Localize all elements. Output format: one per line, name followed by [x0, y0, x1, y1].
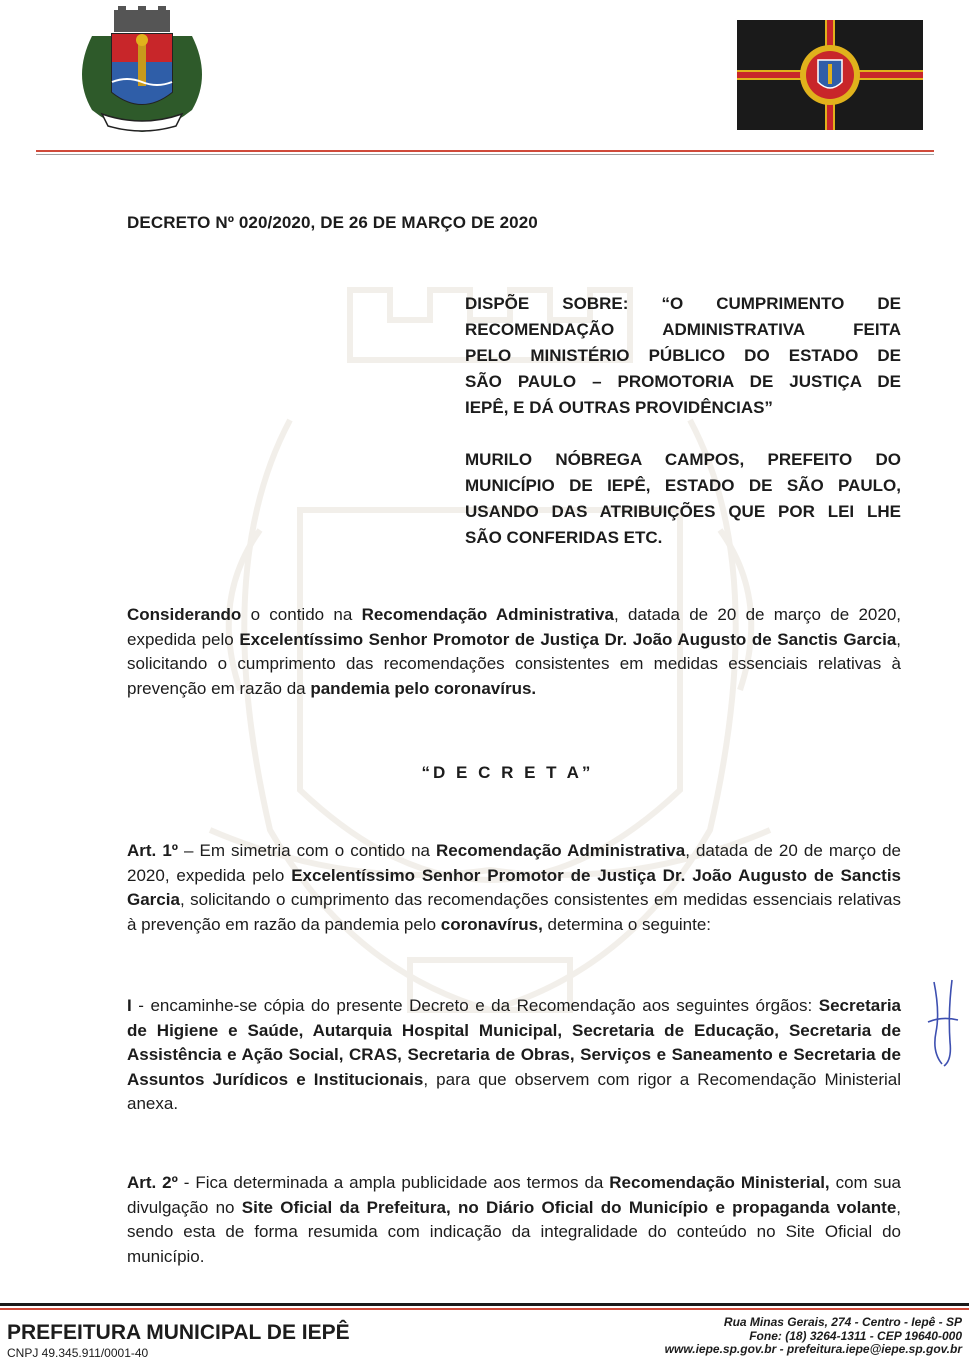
handwritten-initials-icon: [922, 972, 962, 1072]
inciso-label: I: [127, 996, 132, 1015]
emphasis: Excelentíssimo Senhor Promotor de Justiça Dr. João Augusto de Sanctis Garcia: [127, 865, 902, 909]
article-2-paragraph: [127, 1171, 901, 1269]
text-run: com sua divulgação no: [127, 1173, 901, 1217]
authority-line: USANDO DAS ATRIBUIÇÕES QUE POR LEI LHE: [465, 502, 901, 521]
header-rule-secondary: [36, 154, 934, 155]
footer-cnpj: CNPJ 49.345.911/0001-40: [7, 1346, 149, 1360]
text-run: o contido na: [241, 605, 362, 624]
ementa-line: DISPÕE SOBRE: “O CUMPRIMENTO DE: [465, 294, 901, 313]
ementa-block: [465, 291, 901, 421]
footer-institution-name: PREFEITURA MUNICIPAL DE IEPÊ: [7, 1321, 350, 1344]
municipal-flag-icon: [737, 20, 923, 130]
considerando-paragraph: [127, 603, 901, 701]
emphasis: pandemia pelo coronavírus.: [310, 678, 537, 698]
emphasis: Excelentíssimo Senhor Promotor de Justiça Dr. João Augusto de Sanctis Garcia: [239, 629, 897, 649]
authority-line: SÃO CONFERIDAS ETC.: [465, 528, 663, 547]
text-run: - encaminhe-se cópia do presente Decreto e da Recomendação aos seguintes órgãos:: [131, 996, 819, 1015]
footer-phone: Fone: (18) 3264-1311 - CEP 19640-000: [749, 1328, 962, 1343]
ementa-line: IEPÊ, E DÁ OUTRAS PROVIDÊNCIAS”: [465, 398, 773, 417]
text-run: , datada de 20 de março de 2020, expedida pelo: [127, 841, 901, 885]
header-rule: [36, 150, 934, 152]
emphasis: Recomendação Administrativa: [361, 605, 614, 624]
footer-contact: [665, 1316, 962, 1357]
inciso-1-paragraph: [127, 994, 901, 1117]
coat-of-arms-icon: [72, 6, 212, 134]
ementa-line: PELO MINISTÉRIO PÚBLICO DO ESTADO DE: [465, 346, 901, 365]
footer-address: Rua Minas Gerais, 274 - Centro - Iepê - SP: [723, 1315, 962, 1329]
article-1-paragraph: [127, 839, 901, 937]
emphasis: Recomendação Administrativa: [436, 841, 686, 860]
emphasis: Considerando: [127, 605, 242, 624]
text-run: determina o seguinte:: [542, 914, 712, 934]
footer-web: www.iepe.sp.gov.br - prefeitura.iepe@iepe.sp.gov.br: [664, 1342, 962, 1356]
emphasis: Recomendação Ministerial,: [609, 1173, 830, 1192]
emphasis: coronavírus,: [440, 914, 543, 934]
decreta-heading: “D E C R E T A”: [421, 763, 594, 782]
footer-rule: [0, 1303, 969, 1306]
text-run: , solicitando o cumprimento das recomendações consistentes em medidas essenciais relativas à prevenção em razão da pandemia pelo: [127, 890, 901, 934]
ementa-line: RECOMENDAÇÃO ADMINISTRATIVA FEITA: [465, 320, 901, 339]
decree-title: DECRETO Nº 020/2020, DE 26 DE MARÇO DE 2020: [127, 213, 538, 232]
text-run: , sendo esta de forma resumida com indicação da integralidade do conteúdo no Site Oficial do município.: [127, 1197, 902, 1266]
text-run: , solicitando o cumprimento das recomendações consistentes em medidas essenciais relativas à prevenção em razão da: [127, 629, 902, 698]
authority-block: [465, 447, 901, 551]
text-run: , para que observem com rigor a Recomendação Ministerial anexa.: [127, 1069, 901, 1113]
article-label: Art. 1º: [127, 841, 178, 860]
emphasis: Secretaria de Higiene e Saúde, Autarquia Hospital Municipal, Secretaria de Educação, Secretaria de Assistência e Ação Social, CRAS, Secretaria de Obras, Serviços e Saneamento e Secretaria de Assuntos Jurídicos e Institucionais: [127, 996, 901, 1089]
authority-line: MURILO NÓBREGA CAMPOS, PREFEITO DO: [465, 450, 901, 469]
emphasis: Site Oficial da Prefeitura, no Diário Oficial do Município e propaganda volante: [241, 1197, 897, 1217]
authority-line: MUNICÍPIO DE IEPÊ, ESTADO DE SÃO PAULO,: [465, 476, 901, 495]
ementa-line: SÃO PAULO – PROMOTORIA DE JUSTIÇA DE: [465, 372, 901, 391]
text-run: – Em simetria com o contido na: [177, 841, 437, 860]
footer-rule-accent: [0, 1308, 969, 1310]
text-run: - Fica determinada a ampla publicidade aos termos da: [177, 1173, 610, 1192]
article-label: Art. 2º: [127, 1173, 178, 1192]
text-run: , datada de 20 de março de 2020, expedida pelo: [127, 605, 901, 649]
